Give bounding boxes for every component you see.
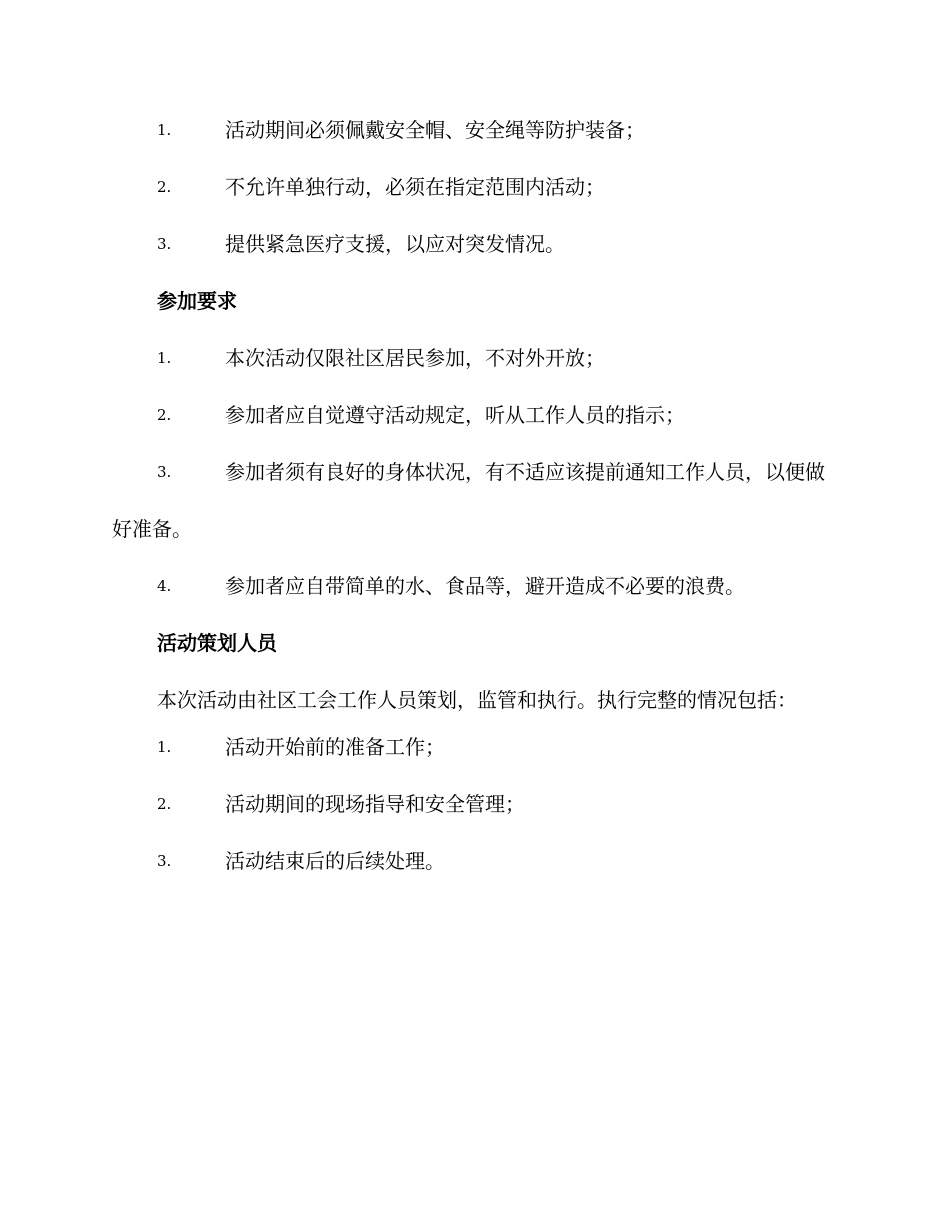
section-heading-requirements: 参加要求 [157,289,237,313]
list-text: 参加者应自觉遵守活动规定，听从工作人员的指示； [225,403,685,427]
section-heading-planners: 活动策划人员 [157,631,277,655]
list-number: 2. [157,795,172,813]
list-number: 1. [157,121,172,139]
list-item [0,344,950,401]
list-item [0,733,950,790]
list-number: 3. [157,852,172,870]
list-number: 2. [157,406,172,424]
list-text: 参加者须有良好的身体状况，有不适应该提前通知工作人员，以便做好准备。 [112,460,825,541]
list-number: 1. [157,349,172,367]
list-number: 4. [157,577,172,595]
list-item [0,116,950,173]
list-item [0,458,950,572]
list-text: 活动期间的现场指导和安全管理； [225,792,525,816]
list-item [0,173,950,230]
list-number: 3. [157,235,172,253]
list-number: 2. [157,178,172,196]
list-item [0,847,950,904]
list-text: 提供紧急医疗支援，以应对突发情况。 [225,232,565,256]
list-text: 参加者应自带简单的水、食品等，避开造成不必要的浪费。 [225,574,745,598]
list-text: 活动开始前的准备工作； [225,735,445,759]
list-item [0,572,950,629]
list-item [0,230,950,287]
planners-paragraph: 本次活动由社区工会工作人员策划，监管和执行。执行完整的情况包括： [157,688,797,712]
list-text: 活动期间必须佩戴安全帽、安全绳等防护装备； [225,118,645,142]
list-number: 3. [157,463,172,481]
list-item [0,790,950,847]
list-number: 1. [157,738,172,756]
list-text: 本次活动仅限社区居民参加，不对外开放； [225,346,605,370]
list-text: 不允许单独行动，必须在指定范围内活动； [225,175,605,199]
list-text: 活动结束后的后续处理。 [225,849,445,873]
safety-list [0,116,950,904]
